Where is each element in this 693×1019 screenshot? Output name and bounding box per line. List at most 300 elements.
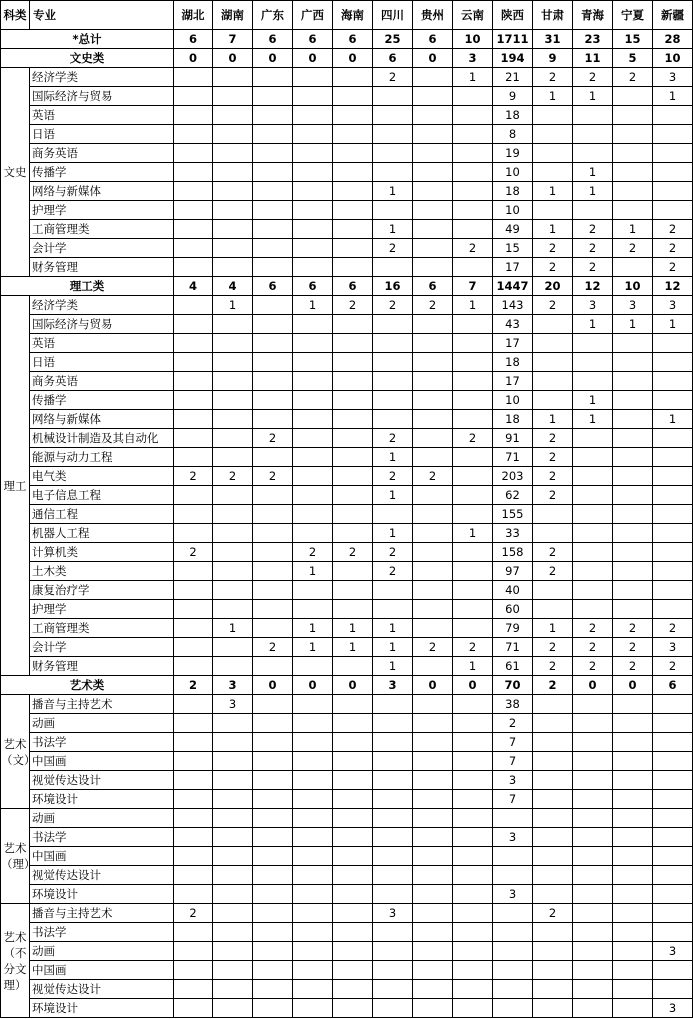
header-province: 宁夏 <box>613 1 653 30</box>
table-row <box>1 505 693 524</box>
quota-cell <box>653 923 693 942</box>
quota-cell <box>174 999 213 1018</box>
quota-cell <box>213 790 253 809</box>
quota-cell <box>333 999 373 1018</box>
section-total-value: 0 <box>293 49 333 68</box>
quota-cell <box>174 163 213 182</box>
quota-cell <box>333 923 373 942</box>
quota-cell <box>533 505 573 524</box>
quota-cell <box>653 961 693 980</box>
section-total-value: 10 <box>613 277 653 296</box>
table-row <box>1 144 693 163</box>
quota-cell: 1 <box>613 315 653 334</box>
quota-cell: 7 <box>493 733 533 752</box>
quota-cell: 2 <box>533 239 573 258</box>
quota-cell <box>453 505 493 524</box>
quota-cell <box>174 239 213 258</box>
major-name: 康复治疗学 <box>30 581 174 600</box>
major-name: 传播学 <box>30 163 174 182</box>
quota-cell <box>253 220 293 239</box>
quota-cell <box>333 87 373 106</box>
quota-cell <box>493 961 533 980</box>
table-row <box>1 68 693 87</box>
quota-cell <box>213 543 253 562</box>
quota-cell <box>293 809 333 828</box>
quota-cell <box>333 239 373 258</box>
quota-cell <box>653 524 693 543</box>
quota-cell <box>213 562 253 581</box>
quota-cell <box>333 524 373 543</box>
quota-cell <box>533 961 573 980</box>
quota-cell <box>613 125 653 144</box>
major-name: 网络与新媒体 <box>30 410 174 429</box>
category-cell: 艺术（文） <box>1 695 30 809</box>
quota-cell <box>653 125 693 144</box>
quota-cell <box>493 942 533 961</box>
quota-cell <box>333 106 373 125</box>
quota-cell: 21 <box>493 68 533 87</box>
quota-cell <box>413 714 453 733</box>
table-row <box>1 182 693 201</box>
quota-cell <box>253 790 293 809</box>
quota-cell <box>613 771 653 790</box>
quota-cell <box>573 790 613 809</box>
quota-cell <box>293 866 333 885</box>
quota-cell <box>253 391 293 410</box>
quota-cell <box>253 163 293 182</box>
quota-cell <box>613 790 653 809</box>
quota-cell <box>413 334 453 353</box>
quota-cell: 3 <box>493 771 533 790</box>
quota-cell <box>293 410 333 429</box>
quota-cell <box>413 771 453 790</box>
quota-cell <box>413 904 453 923</box>
quota-cell <box>613 486 653 505</box>
quota-cell <box>253 562 293 581</box>
quota-cell: 17 <box>493 372 533 391</box>
section-total-value: 4 <box>174 277 213 296</box>
quota-cell <box>413 543 453 562</box>
quota-cell: 1 <box>373 657 413 676</box>
quota-cell <box>253 581 293 600</box>
quota-cell <box>174 695 213 714</box>
quota-cell: 9 <box>493 87 533 106</box>
quota-cell <box>573 486 613 505</box>
quota-cell <box>293 961 333 980</box>
quota-cell <box>373 923 413 942</box>
quota-cell <box>453 828 493 847</box>
major-name: 网络与新媒体 <box>30 182 174 201</box>
quota-cell <box>573 524 613 543</box>
quota-cell <box>213 182 253 201</box>
quota-cell <box>453 87 493 106</box>
total-value: 6 <box>333 30 373 49</box>
quota-cell <box>293 847 333 866</box>
quota-cell <box>413 524 453 543</box>
quota-cell <box>174 106 213 125</box>
quota-cell <box>333 448 373 467</box>
quota-cell <box>653 600 693 619</box>
quota-cell <box>333 961 373 980</box>
header-province: 湖南 <box>213 1 253 30</box>
quota-cell <box>174 790 213 809</box>
section-total-value: 9 <box>533 49 573 68</box>
table-row <box>1 885 693 904</box>
table-row <box>1 467 693 486</box>
quota-cell: 1 <box>453 657 493 676</box>
quota-cell <box>213 410 253 429</box>
quota-cell: 2 <box>533 638 573 657</box>
quota-cell: 2 <box>533 562 573 581</box>
major-name: 英语 <box>30 106 174 125</box>
quota-cell <box>174 353 213 372</box>
quota-cell <box>453 144 493 163</box>
quota-cell <box>533 790 573 809</box>
section-title: 艺术类 <box>1 676 174 695</box>
table-row <box>1 942 693 961</box>
quota-cell <box>333 258 373 277</box>
quota-cell: 10 <box>493 201 533 220</box>
quota-cell: 2 <box>533 486 573 505</box>
quota-cell <box>533 144 573 163</box>
section-total-value: 6 <box>333 277 373 296</box>
quota-cell <box>174 220 213 239</box>
quota-cell <box>653 562 693 581</box>
major-name: 财务管理 <box>30 258 174 277</box>
quota-cell <box>573 980 613 999</box>
quota-cell <box>413 790 453 809</box>
quota-cell <box>573 752 613 771</box>
quota-cell <box>174 201 213 220</box>
quota-cell: 2 <box>653 220 693 239</box>
quota-cell <box>533 714 573 733</box>
quota-cell <box>573 885 613 904</box>
quota-cell <box>293 581 333 600</box>
major-name: 商务英语 <box>30 372 174 391</box>
major-name: 中国画 <box>30 847 174 866</box>
quota-cell <box>333 733 373 752</box>
quota-cell <box>213 885 253 904</box>
table-row <box>1 353 693 372</box>
table-row <box>1 790 693 809</box>
quota-cell <box>253 334 293 353</box>
quota-cell <box>653 106 693 125</box>
quota-cell <box>174 448 213 467</box>
section-total-value: 3 <box>373 676 413 695</box>
quota-cell <box>293 885 333 904</box>
quota-cell <box>293 353 333 372</box>
major-name: 工商管理类 <box>30 220 174 239</box>
quota-cell <box>293 448 333 467</box>
quota-cell <box>533 771 573 790</box>
header-province: 甘肃 <box>533 1 573 30</box>
quota-cell <box>253 904 293 923</box>
quota-cell <box>373 866 413 885</box>
table-row <box>1 619 693 638</box>
major-name: 经济学类 <box>30 296 174 315</box>
quota-cell <box>213 733 253 752</box>
quota-cell: 2 <box>653 258 693 277</box>
quota-cell <box>174 87 213 106</box>
quota-cell <box>373 125 413 144</box>
quota-cell: 1 <box>453 524 493 543</box>
quota-cell <box>253 201 293 220</box>
quota-cell <box>333 809 373 828</box>
quota-cell: 2 <box>373 68 413 87</box>
quota-cell: 19 <box>493 144 533 163</box>
quota-cell <box>333 220 373 239</box>
quota-cell <box>373 790 413 809</box>
quota-cell <box>613 695 653 714</box>
quota-cell <box>413 410 453 429</box>
table-row <box>1 163 693 182</box>
quota-cell <box>573 429 613 448</box>
quota-cell <box>373 505 413 524</box>
table-row <box>1 410 693 429</box>
quota-cell <box>413 201 453 220</box>
section-title: 理工类 <box>1 277 174 296</box>
quota-cell <box>653 980 693 999</box>
quota-cell <box>413 733 453 752</box>
table-body <box>1 30 693 1018</box>
quota-cell <box>213 505 253 524</box>
quota-cell <box>453 923 493 942</box>
quota-cell <box>653 714 693 733</box>
quota-cell <box>333 695 373 714</box>
quota-cell <box>653 391 693 410</box>
quota-cell <box>293 391 333 410</box>
quota-cell: 2 <box>373 562 413 581</box>
quota-cell <box>253 714 293 733</box>
quota-cell <box>174 885 213 904</box>
quota-cell <box>653 885 693 904</box>
quota-cell <box>613 600 653 619</box>
quota-cell <box>653 201 693 220</box>
quota-cell <box>413 961 453 980</box>
table-row <box>1 258 693 277</box>
quota-cell <box>293 239 333 258</box>
section-total-value: 0 <box>174 49 213 68</box>
quota-cell <box>413 372 453 391</box>
quota-cell <box>573 448 613 467</box>
quota-cell <box>573 125 613 144</box>
quota-cell <box>413 980 453 999</box>
quota-cell <box>653 733 693 752</box>
quota-cell <box>253 885 293 904</box>
quota-cell <box>493 904 533 923</box>
quota-cell: 43 <box>493 315 533 334</box>
quota-cell: 1 <box>293 638 333 657</box>
quota-cell: 2 <box>533 467 573 486</box>
quota-cell <box>453 999 493 1018</box>
quota-cell <box>613 543 653 562</box>
quota-cell: 2 <box>573 638 613 657</box>
quota-cell <box>613 163 653 182</box>
quota-cell <box>253 961 293 980</box>
quota-cell: 1 <box>373 182 413 201</box>
quota-cell <box>174 619 213 638</box>
quota-cell <box>213 714 253 733</box>
quota-cell <box>174 581 213 600</box>
table-row <box>1 980 693 999</box>
quota-cell <box>613 923 653 942</box>
table-row <box>1 87 693 106</box>
quota-cell <box>573 144 613 163</box>
section-total-value: 0 <box>413 49 453 68</box>
quota-cell <box>213 68 253 87</box>
quota-cell: 3 <box>493 885 533 904</box>
quota-cell <box>213 600 253 619</box>
quota-cell <box>333 657 373 676</box>
section-total-value: 7 <box>453 277 493 296</box>
quota-cell <box>653 429 693 448</box>
quota-cell <box>253 68 293 87</box>
table-row <box>1 695 693 714</box>
quota-cell <box>333 771 373 790</box>
quota-cell <box>653 828 693 847</box>
quota-cell <box>333 581 373 600</box>
quota-cell <box>653 182 693 201</box>
quota-cell: 3 <box>653 68 693 87</box>
quota-cell <box>413 68 453 87</box>
quota-cell <box>293 828 333 847</box>
quota-cell: 2 <box>493 714 533 733</box>
quota-cell: 2 <box>533 543 573 562</box>
quota-cell <box>253 695 293 714</box>
quota-cell <box>174 828 213 847</box>
quota-cell <box>213 106 253 125</box>
quota-cell: 2 <box>174 904 213 923</box>
major-name: 商务英语 <box>30 144 174 163</box>
table-row <box>1 581 693 600</box>
quota-cell <box>613 847 653 866</box>
quota-cell <box>613 999 653 1018</box>
quota-cell <box>174 258 213 277</box>
quota-cell: 2 <box>413 638 453 657</box>
quota-cell <box>293 106 333 125</box>
major-name: 工商管理类 <box>30 619 174 638</box>
quota-cell <box>174 524 213 543</box>
section-total-value: 20 <box>533 277 573 296</box>
quota-cell <box>453 391 493 410</box>
quota-cell <box>573 334 613 353</box>
quota-cell <box>613 391 653 410</box>
quota-cell: 3 <box>373 904 413 923</box>
quota-cell <box>293 999 333 1018</box>
quota-cell <box>653 543 693 562</box>
quota-cell <box>293 600 333 619</box>
quota-cell: 2 <box>573 258 613 277</box>
quota-cell <box>573 353 613 372</box>
quota-cell <box>293 220 333 239</box>
quota-cell <box>174 125 213 144</box>
quota-cell <box>533 809 573 828</box>
category-cell: 艺术（不分文理） <box>1 904 30 1018</box>
quota-cell: 1 <box>613 220 653 239</box>
quota-cell: 2 <box>653 239 693 258</box>
quota-cell <box>333 505 373 524</box>
quota-cell <box>453 600 493 619</box>
quota-cell <box>213 771 253 790</box>
quota-cell: 3 <box>653 638 693 657</box>
quota-cell <box>533 942 573 961</box>
quota-cell <box>613 828 653 847</box>
quota-cell: 79 <box>493 619 533 638</box>
quota-cell <box>333 942 373 961</box>
quota-cell <box>413 581 453 600</box>
quota-cell <box>653 904 693 923</box>
quota-cell <box>293 904 333 923</box>
table-row <box>1 923 693 942</box>
quota-cell <box>453 448 493 467</box>
quota-cell <box>253 182 293 201</box>
quota-cell <box>174 296 213 315</box>
quota-cell <box>253 809 293 828</box>
quota-cell <box>174 429 213 448</box>
quota-cell <box>293 334 333 353</box>
quota-cell <box>613 372 653 391</box>
quota-cell <box>373 581 413 600</box>
quota-cell: 2 <box>373 296 413 315</box>
quota-cell <box>533 733 573 752</box>
quota-cell <box>493 923 533 942</box>
quota-cell: 3 <box>653 296 693 315</box>
quota-cell <box>453 220 493 239</box>
total-value: 10 <box>453 30 493 49</box>
quota-cell <box>213 752 253 771</box>
quota-cell <box>213 638 253 657</box>
quota-cell <box>293 258 333 277</box>
quota-cell <box>174 657 213 676</box>
quota-cell: 3 <box>213 695 253 714</box>
quota-cell <box>533 315 573 334</box>
quota-cell <box>573 904 613 923</box>
total-value: 1711 <box>493 30 533 49</box>
quota-cell <box>613 106 653 125</box>
quota-cell <box>174 562 213 581</box>
quota-cell <box>533 581 573 600</box>
major-name: 会计学 <box>30 638 174 657</box>
quota-cell <box>293 524 333 543</box>
quota-cell <box>174 372 213 391</box>
quota-cell <box>253 87 293 106</box>
quota-cell: 1 <box>213 296 253 315</box>
quota-cell <box>653 163 693 182</box>
quota-cell <box>213 125 253 144</box>
major-name: 动画 <box>30 714 174 733</box>
quota-cell: 203 <box>493 467 533 486</box>
total-value: 23 <box>573 30 613 49</box>
quota-cell <box>253 923 293 942</box>
quota-cell <box>293 771 333 790</box>
quota-cell <box>174 714 213 733</box>
quota-cell <box>373 410 413 429</box>
quota-cell <box>453 258 493 277</box>
quota-cell <box>533 391 573 410</box>
quota-cell <box>613 410 653 429</box>
quota-cell <box>174 961 213 980</box>
quota-cell <box>493 809 533 828</box>
quota-cell <box>413 942 453 961</box>
quota-cell <box>613 87 653 106</box>
quota-cell: 3 <box>613 296 653 315</box>
quota-cell <box>253 657 293 676</box>
quota-cell <box>293 695 333 714</box>
quota-cell: 1 <box>293 562 333 581</box>
quota-cell: 3 <box>493 828 533 847</box>
quota-cell <box>293 163 333 182</box>
quota-cell <box>413 999 453 1018</box>
